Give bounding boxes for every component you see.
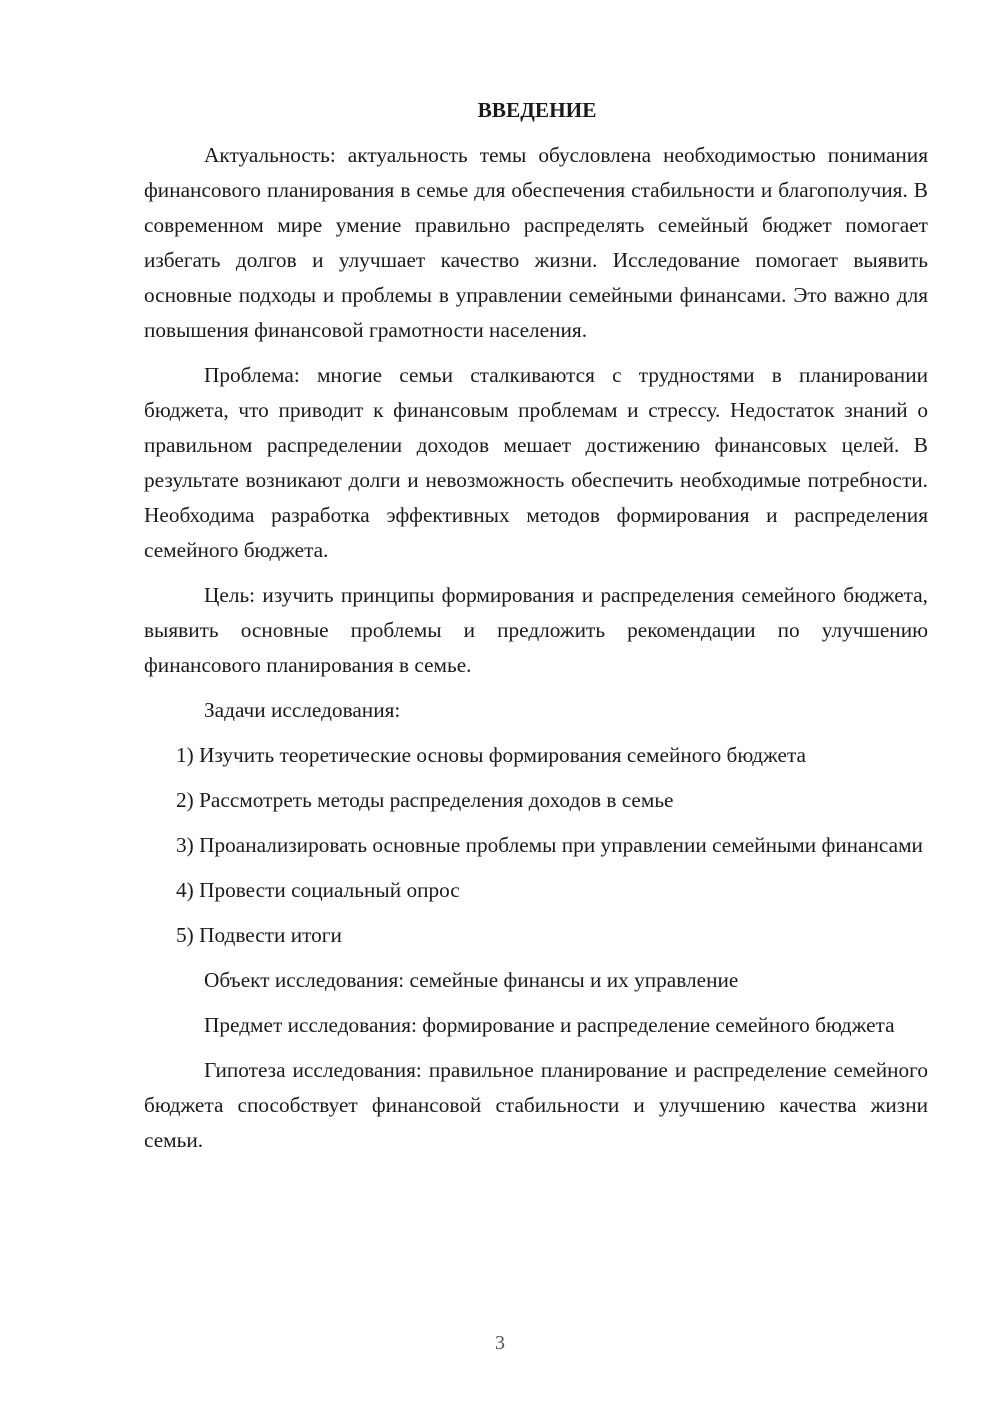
- list-item-task-4: 4) Провести социальный опрос: [176, 878, 460, 902]
- paragraph-problem: Проблема: многие семьи сталкиваются с трудностями в планировании бюджета, что приводит к финансовым проблемам и стрессу. Недостаток знаний о правильном распределении доходов мешает достижению финансовых целей. В результате возникают долги и невозможность обеспечить необходимые потребности. Необходима разработка эффективных методов формирования и распределения семейного бюджета.: [144, 363, 928, 562]
- paragraph-object: Объект исследования: семейные финансы и их управление: [204, 968, 739, 992]
- paragraph-hypothesis: Гипотеза исследования: правильное планирование и распределение семейного бюджета способствует финансовой стабильности и улучшению качества жизни семьи.: [144, 1058, 928, 1152]
- list-item-task-5: 5) Подвести итоги: [176, 923, 342, 947]
- list-item-task-1: 1) Изучить теоретические основы формирования семейного бюджета: [176, 743, 806, 767]
- paragraph-subject: Предмет исследования: формирование и распределение семейного бюджета: [204, 1013, 895, 1037]
- paragraph-tasks-title: Задачи исследования:: [204, 698, 401, 722]
- document-body: [144, 93, 928, 1168]
- list-item-task-2: 2) Рассмотреть методы распределения доходов в семье: [176, 788, 674, 812]
- paragraph-relevance: Актуальность: актуальность темы обусловлена необходимостью понимания финансового планирования в семье для обеспечения стабильности и благополучия. В современном мире умение правильно распределять семейный бюджет помогает избегать долгов и улучшает качество жизни. Исследование помогает выявить основные подходы и проблемы в управлении семейными финансами. Это важно для повышения финансовой грамотности населения.: [144, 143, 928, 342]
- paragraph-goal: Цель: изучить принципы формирования и распределения семейного бюджета, выявить основные проблемы и предложить рекомендации по улучшению финансового планирования в семье.: [144, 583, 928, 677]
- page-title: ВВЕДЕНИЕ: [477, 98, 597, 122]
- list-item-task-3: 3) Проанализировать основные проблемы при управлении семейными финансами: [176, 833, 923, 857]
- page-number: 3: [495, 1332, 505, 1354]
